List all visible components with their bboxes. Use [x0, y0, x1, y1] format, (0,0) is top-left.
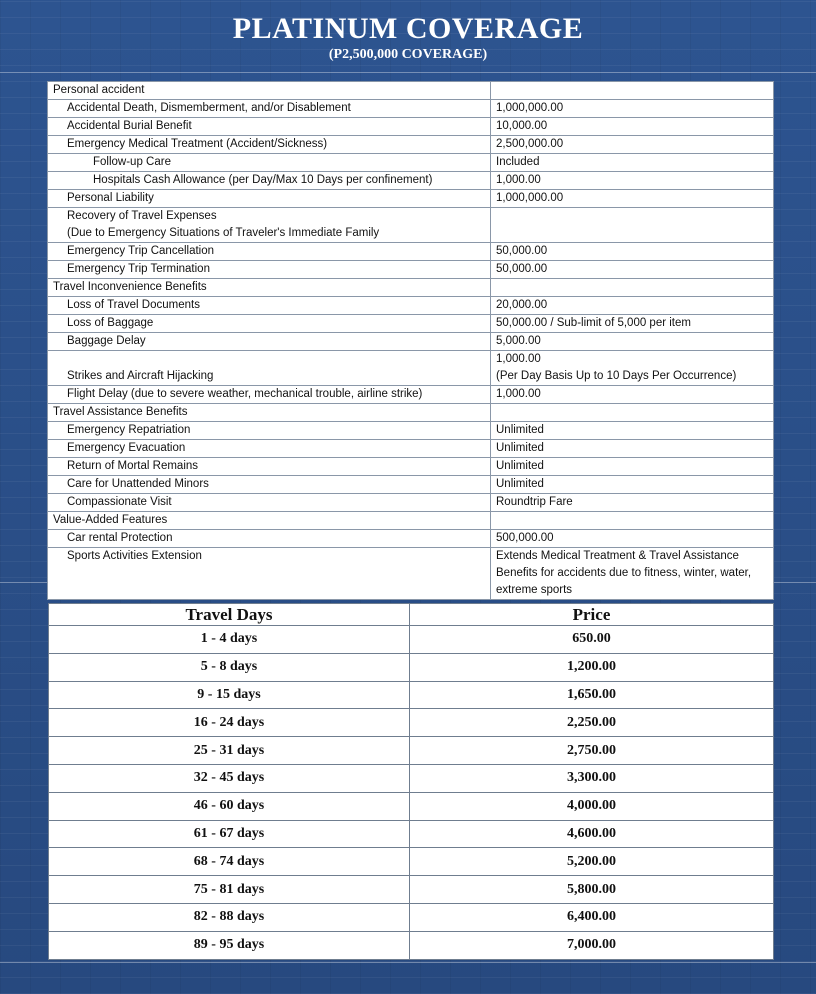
- coverage-label: Emergency Repatriation: [48, 422, 491, 440]
- coverage-row: [48, 208, 774, 243]
- price-cell: 6,400.00: [410, 903, 774, 931]
- coverage-label: Compassionate Visit: [48, 494, 491, 512]
- coverage-label: Travel Assistance Benefits: [48, 404, 491, 422]
- travel-days-cell: 25 - 31 days: [49, 737, 410, 765]
- price-cell: 5,200.00: [410, 848, 774, 876]
- coverage-row: [48, 118, 774, 136]
- pricing-row: [49, 848, 774, 876]
- divider: [0, 962, 816, 963]
- coverage-value: 50,000.00: [491, 261, 774, 279]
- coverage-row: [48, 261, 774, 279]
- coverage-value: [491, 82, 774, 100]
- coverage-value: Unlimited: [491, 422, 774, 440]
- coverage-row: [48, 136, 774, 154]
- page-title: PLATINUM COVERAGE: [232, 12, 584, 45]
- coverage-label: Loss of Baggage: [48, 315, 491, 333]
- coverage-row: [48, 297, 774, 315]
- coverage-label: Emergency Evacuation: [48, 440, 491, 458]
- pricing-row: [49, 709, 774, 737]
- coverage-row: [48, 458, 774, 476]
- coverage-row: [48, 476, 774, 494]
- pricing-row: [49, 681, 774, 709]
- pricing-row: [49, 737, 774, 765]
- coverage-value: [491, 208, 774, 243]
- coverage-row: [48, 494, 774, 512]
- coverage-label: Follow-up Care: [48, 154, 491, 172]
- pricing-row: [49, 903, 774, 931]
- travel-days-cell: 16 - 24 days: [49, 709, 410, 737]
- coverage-value: Unlimited: [491, 476, 774, 494]
- column-header-price: Price: [410, 604, 774, 626]
- travel-days-cell: 5 - 8 days: [49, 653, 410, 681]
- column-header-travel-days: Travel Days: [49, 604, 410, 626]
- travel-days-cell: 32 - 45 days: [49, 764, 410, 792]
- coverage-value: 500,000.00: [491, 530, 774, 548]
- travel-days-cell: 89 - 95 days: [49, 931, 410, 959]
- coverage-row: [48, 82, 774, 100]
- coverage-label: Travel Inconvenience Benefits: [48, 279, 491, 297]
- coverage-row: [48, 154, 774, 172]
- pricing-row: [49, 820, 774, 848]
- pricing-header-row: [49, 604, 774, 626]
- coverage-label: Emergency Trip Termination: [48, 261, 491, 279]
- price-cell: 4,600.00: [410, 820, 774, 848]
- coverage-value: 5,000.00: [491, 333, 774, 351]
- travel-days-cell: 9 - 15 days: [49, 681, 410, 709]
- coverage-label: Sports Activities Extension: [48, 548, 491, 600]
- travel-days-cell: 61 - 67 days: [49, 820, 410, 848]
- coverage-label: Accidental Death, Dismemberment, and/or Disablement: [48, 100, 491, 118]
- coverage-value: 1,000.00: [491, 172, 774, 190]
- coverage-value: 50,000.00: [491, 243, 774, 261]
- travel-days-cell: 75 - 81 days: [49, 876, 410, 904]
- coverage-value: 10,000.00: [491, 118, 774, 136]
- coverage-value: Extends Medical Treatment & Travel Assistance Benefits for accidents due to fitness, winter, water, extreme sports: [491, 548, 774, 600]
- coverage-value: 1,000,000.00: [491, 100, 774, 118]
- coverage-row: [48, 190, 774, 208]
- coverage-row: [48, 440, 774, 458]
- coverage-label: Emergency Trip Cancellation: [48, 243, 491, 261]
- coverage-row: [48, 422, 774, 440]
- travel-days-cell: 46 - 60 days: [49, 792, 410, 820]
- coverage-value: 1,000.00 (Per Day Basis Up to 10 Days Per Occurrence): [491, 351, 774, 386]
- coverage-label: Personal Liability: [48, 190, 491, 208]
- pricing-row: [49, 931, 774, 959]
- coverage-value: Included: [491, 154, 774, 172]
- coverage-value: Unlimited: [491, 440, 774, 458]
- coverage-value: [491, 512, 774, 530]
- coverage-label: Emergency Medical Treatment (Accident/Sickness): [48, 136, 491, 154]
- coverage-value: 50,000.00 / Sub-limit of 5,000 per item: [491, 315, 774, 333]
- price-cell: 2,250.00: [410, 709, 774, 737]
- coverage-row: [48, 512, 774, 530]
- coverage-row: [48, 315, 774, 333]
- coverage-row: [48, 351, 774, 386]
- coverage-label: Value-Added Features: [48, 512, 491, 530]
- coverage-label: Hospitals Cash Allowance (per Day/Max 10 Days per confinement): [48, 172, 491, 190]
- coverage-label: Flight Delay (due to severe weather, mechanical trouble, airline strike): [48, 386, 491, 404]
- coverage-label: Recovery of Travel Expenses (Due to Emergency Situations of Traveler's Immediate Family: [48, 208, 491, 243]
- pricing-table: [48, 603, 774, 960]
- coverage-row: [48, 548, 774, 600]
- coverage-label: Baggage Delay: [48, 333, 491, 351]
- travel-days-cell: 82 - 88 days: [49, 903, 410, 931]
- price-cell: 7,000.00: [410, 931, 774, 959]
- coverage-value: 1,000,000.00: [491, 190, 774, 208]
- coverage-value: 20,000.00: [491, 297, 774, 315]
- coverage-value: [491, 404, 774, 422]
- coverage-row: [48, 386, 774, 404]
- price-cell: 5,800.00: [410, 876, 774, 904]
- price-cell: 2,750.00: [410, 737, 774, 765]
- coverage-value: [491, 279, 774, 297]
- coverage-value: Roundtrip Fare: [491, 494, 774, 512]
- pricing-row: [49, 792, 774, 820]
- price-cell: 1,200.00: [410, 653, 774, 681]
- price-cell: 3,300.00: [410, 764, 774, 792]
- coverage-value: 1,000.00: [491, 386, 774, 404]
- coverage-row: [48, 172, 774, 190]
- pricing-row: [49, 626, 774, 654]
- coverage-label: Car rental Protection: [48, 530, 491, 548]
- coverage-label: Accidental Burial Benefit: [48, 118, 491, 136]
- coverage-label: Loss of Travel Documents: [48, 297, 491, 315]
- travel-days-cell: 68 - 74 days: [49, 848, 410, 876]
- coverage-row: [48, 243, 774, 261]
- pricing-row: [49, 876, 774, 904]
- coverage-label: Care for Unattended Minors: [48, 476, 491, 494]
- coverage-row: [48, 404, 774, 422]
- pricing-row: [49, 653, 774, 681]
- coverage-row: [48, 100, 774, 118]
- price-cell: 4,000.00: [410, 792, 774, 820]
- coverage-label: Strikes and Aircraft Hijacking: [48, 351, 491, 386]
- coverage-value: Unlimited: [491, 458, 774, 476]
- coverage-label: Personal accident: [48, 82, 491, 100]
- travel-days-cell: 1 - 4 days: [49, 626, 410, 654]
- divider: [0, 72, 816, 73]
- coverage-row: [48, 279, 774, 297]
- coverage-row: [48, 333, 774, 351]
- page-subtitle: (P2,500,000 COVERAGE): [328, 47, 488, 62]
- coverage-table: [47, 81, 774, 600]
- price-cell: 650.00: [410, 626, 774, 654]
- pricing-row: [49, 764, 774, 792]
- coverage-label: Return of Mortal Remains: [48, 458, 491, 476]
- coverage-value: 2,500,000.00: [491, 136, 774, 154]
- price-cell: 1,650.00: [410, 681, 774, 709]
- coverage-row: [48, 530, 774, 548]
